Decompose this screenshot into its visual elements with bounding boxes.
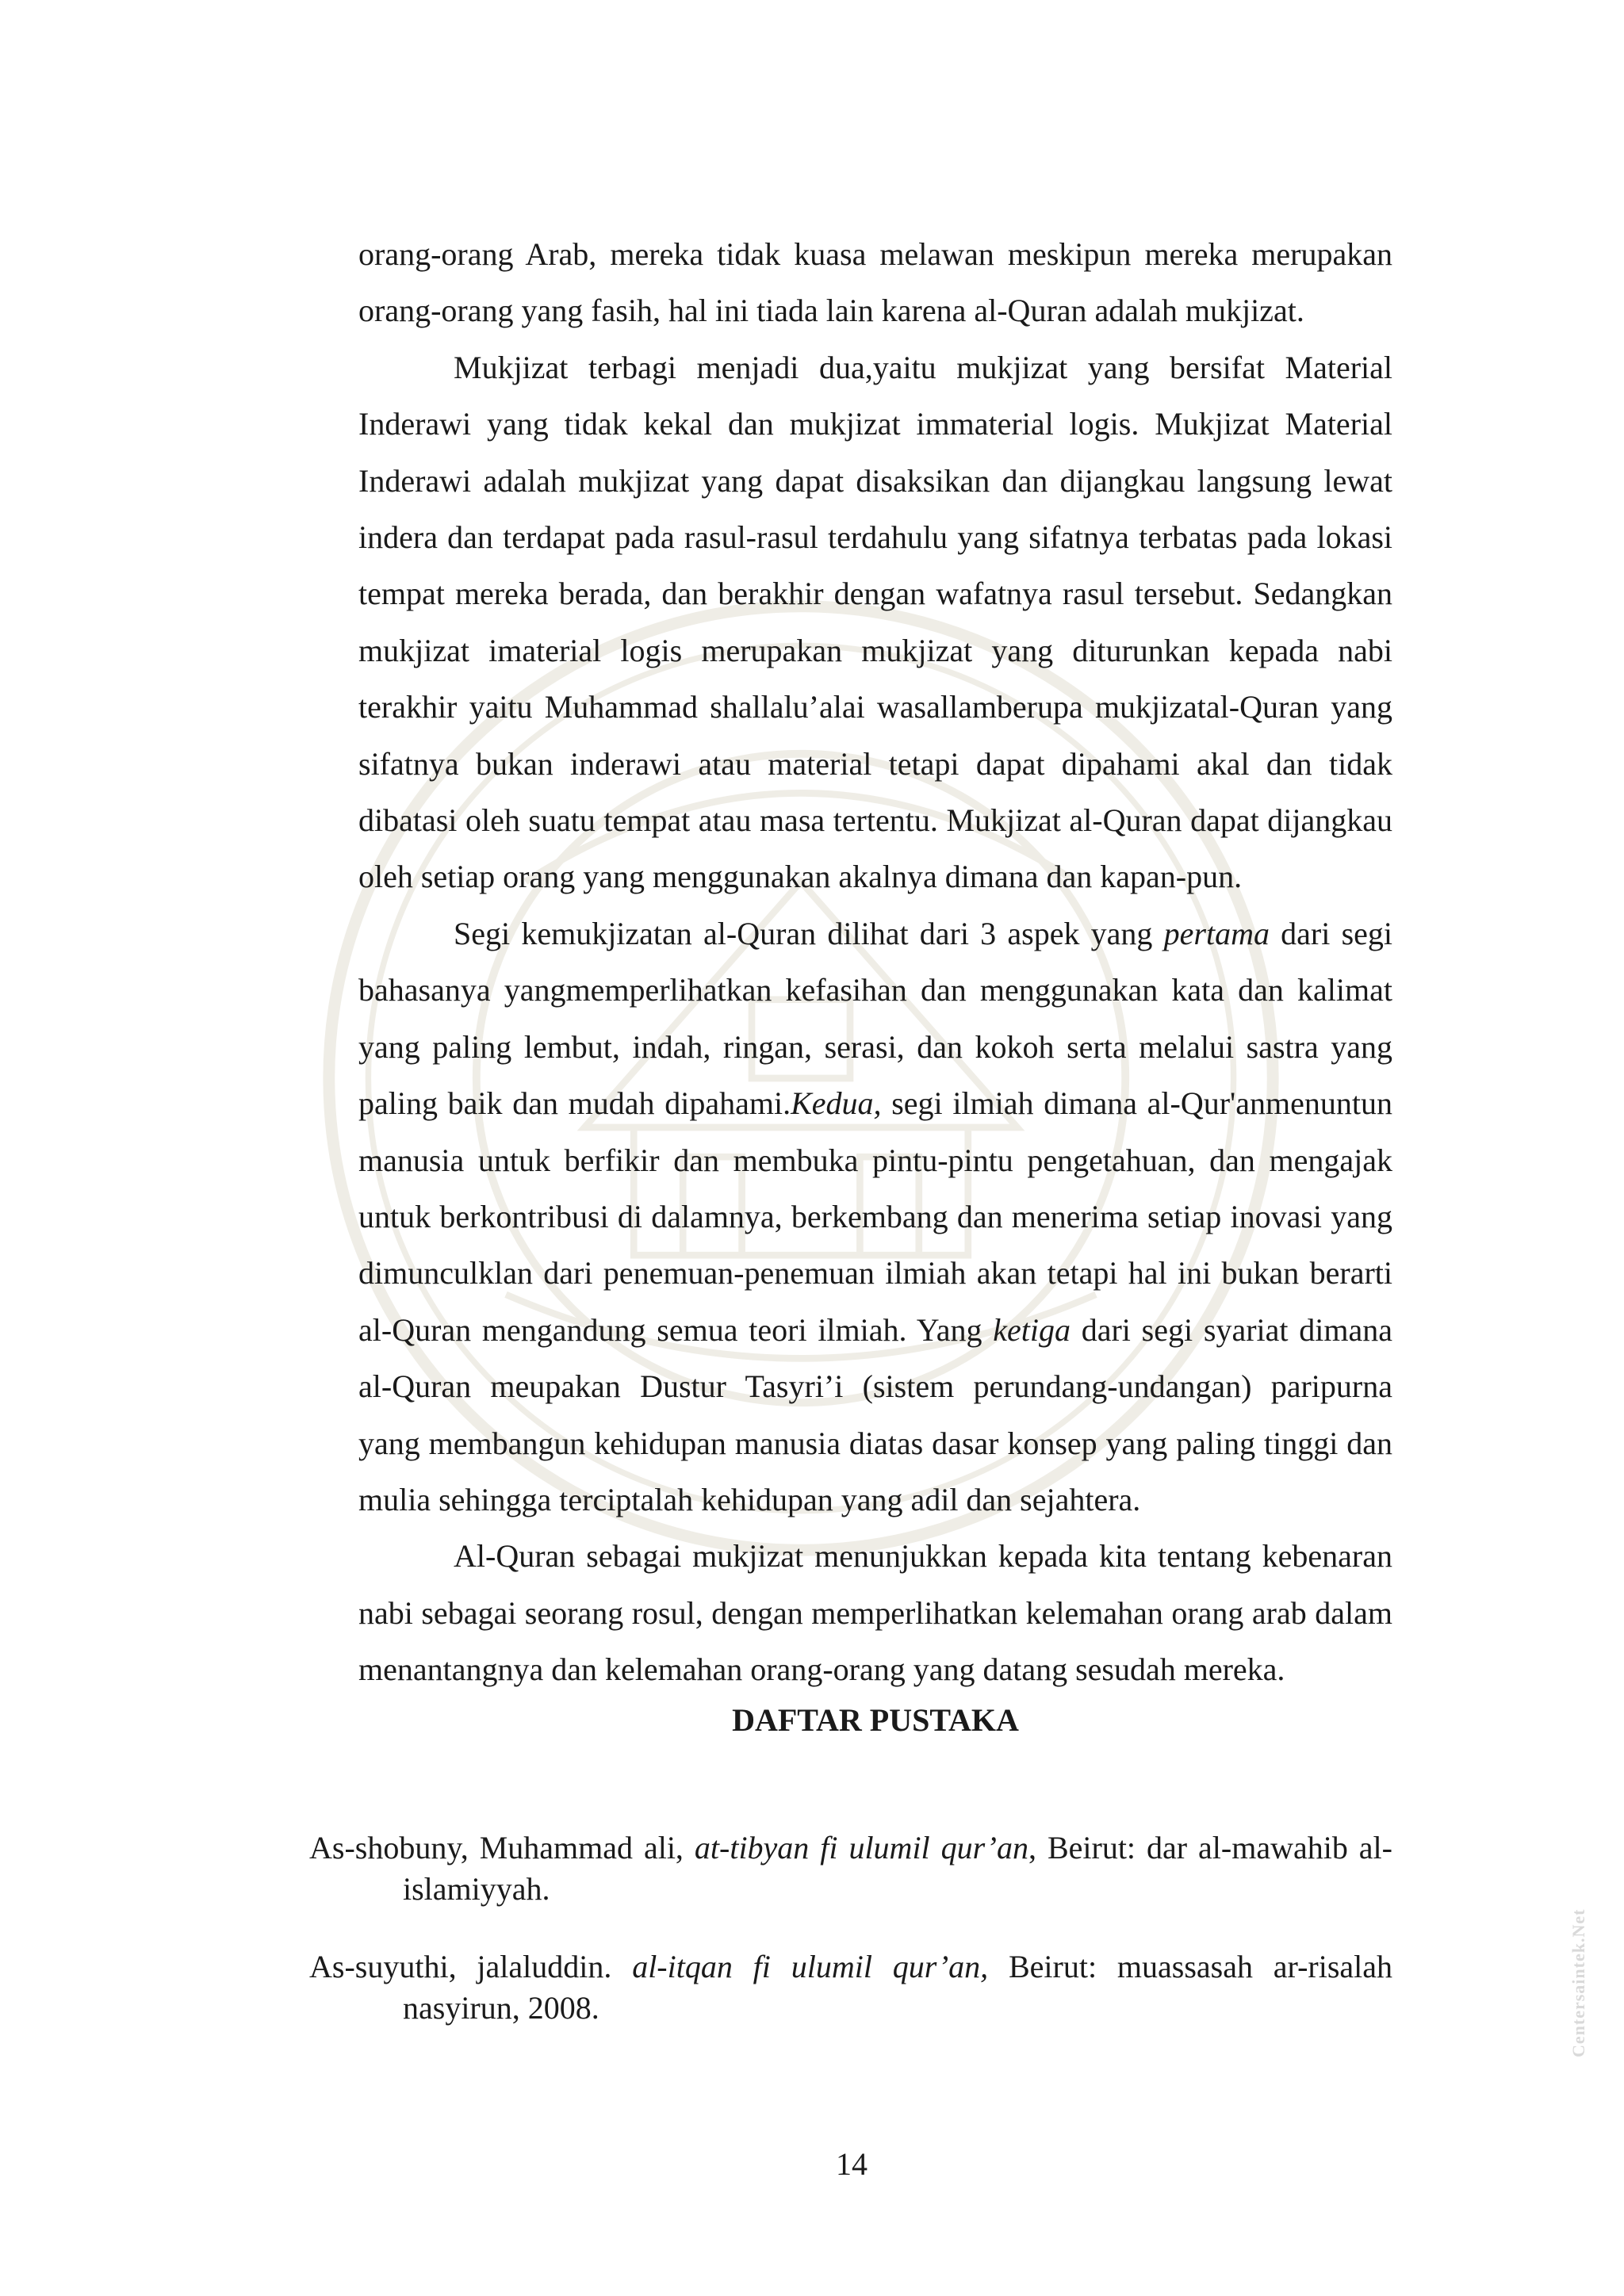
reference-item [309, 1946, 1392, 2029]
page-number: 14 [836, 2146, 868, 2182]
paragraph-3-part-a: Segi kemukjizatan al-Quran dilihat dari 3 aspek yang [454, 915, 1164, 951]
reference-title: at-tibyan fi ulumil qur’an [694, 1830, 1028, 1866]
paragraph-3-part-b: dari segi bahasanya yangmemperlihatkan kefasihan dan menggunakan kata dan kalimat yang paling lembut, indah, ringan, serasi, dan kokoh serta melalui sastra yang paling baik dan mudah dipahami. [358, 915, 1393, 1122]
side-watermark-text: Centersaintek.Net [1568, 1908, 1588, 2057]
paragraph-4: Al-Quran sebagai mukjizat menunjukkan kepada kita tentang kebenaran nabi sebagai seorang rosul, dengan memperlihatkan kelemahan orang arab dalam menantangnya dan kelemahan orang-orang yang datang sesudah mereka. [358, 1538, 1392, 1688]
paragraph-3-part-d: dari segi syariat dimana al-Quran meupakan Dustur Tasyri’i (sistem perundang-undangan) paripurna yang membangun kehidupan manusia diatas dasar konsep yang paling tinggi dan mulia sehingga terciptalah kehidupan yang adil dan sejahtera. [358, 1311, 1392, 1517]
emphasis-ketiga: ketiga [993, 1311, 1071, 1348]
paragraph-2: Mukjizat terbagi menjadi dua,yaitu mukjizat yang bersifat Material Inderawi yang tidak kekal dan mukjizat immaterial logis. Mukjizat Material Inderawi adalah mukjizat yang dapat disaksikan dan dijangkau langsung lewat indera dan terdapat pada rasul-rasul terdahulu yang sifatnya terbatas pada lokasi tempat mereka berada, dan berakhir dengan wafatnya rasul tersebut. Sedangkan mukjizat imaterial logis merupakan mukjizat yang diturunkan kepada nabi terakhir yaitu Muhammad shallalu’alai wasallamberupa mukjizatal-Quran yang sifatnya bukan inderawi atau material tetapi dapat dipahami akal dan tidak dibatasi oleh suatu tempat atau masa tertentu. Mukjizat al-Quran dapat dijangkau oleh setiap orang yang menggunakan akalnya dimana dan kapan-pun. [358, 349, 1392, 895]
body-text [358, 226, 1392, 1698]
reference-author: As-suyuthi, jalaluddin. [309, 1949, 633, 1984]
reference-publisher: Beirut: muassasah ar-risalah nasyirun, 2008. [403, 1949, 1393, 2026]
reference-item [309, 1827, 1392, 1910]
bibliography-heading: DAFTAR PUSTAKA [732, 1702, 1019, 1738]
reference-author: As-shobuny, Muhammad ali, [309, 1830, 695, 1866]
paragraph-3-part-c: segi ilmiah dimana al-Qur'anmenuntun manusia untuk berfikir dan membuka pintu-pintu pengetahuan, dan mengajak untuk berkontribusi di dalamnya, berkembang dan menerima setiap inovasi yang dimunculklan dari penemuan-penemuan ilmiah akan tetapi hal ini bukan berarti al-Quran mengandung semua teori ilmiah. Yang [358, 1085, 1392, 1348]
emphasis-pertama: pertama [1163, 915, 1270, 951]
paragraph-1: orang-orang Arab, mereka tidak kuasa melawan meskipun mereka merupakan orang-orang yang fasih, hal ini tiada lain karena al-Quran adalah mukjizat. [358, 236, 1392, 329]
paragraph-3 [358, 905, 1392, 1528]
bibliography-list [309, 1827, 1392, 2065]
reference-publisher: , Beirut: dar al-mawahib al-islamiyyah. [403, 1830, 1392, 1907]
emphasis-kedua: Kedua, [791, 1085, 882, 1122]
reference-title: al-itqan fi ulumil qur’an, [632, 1949, 989, 1984]
